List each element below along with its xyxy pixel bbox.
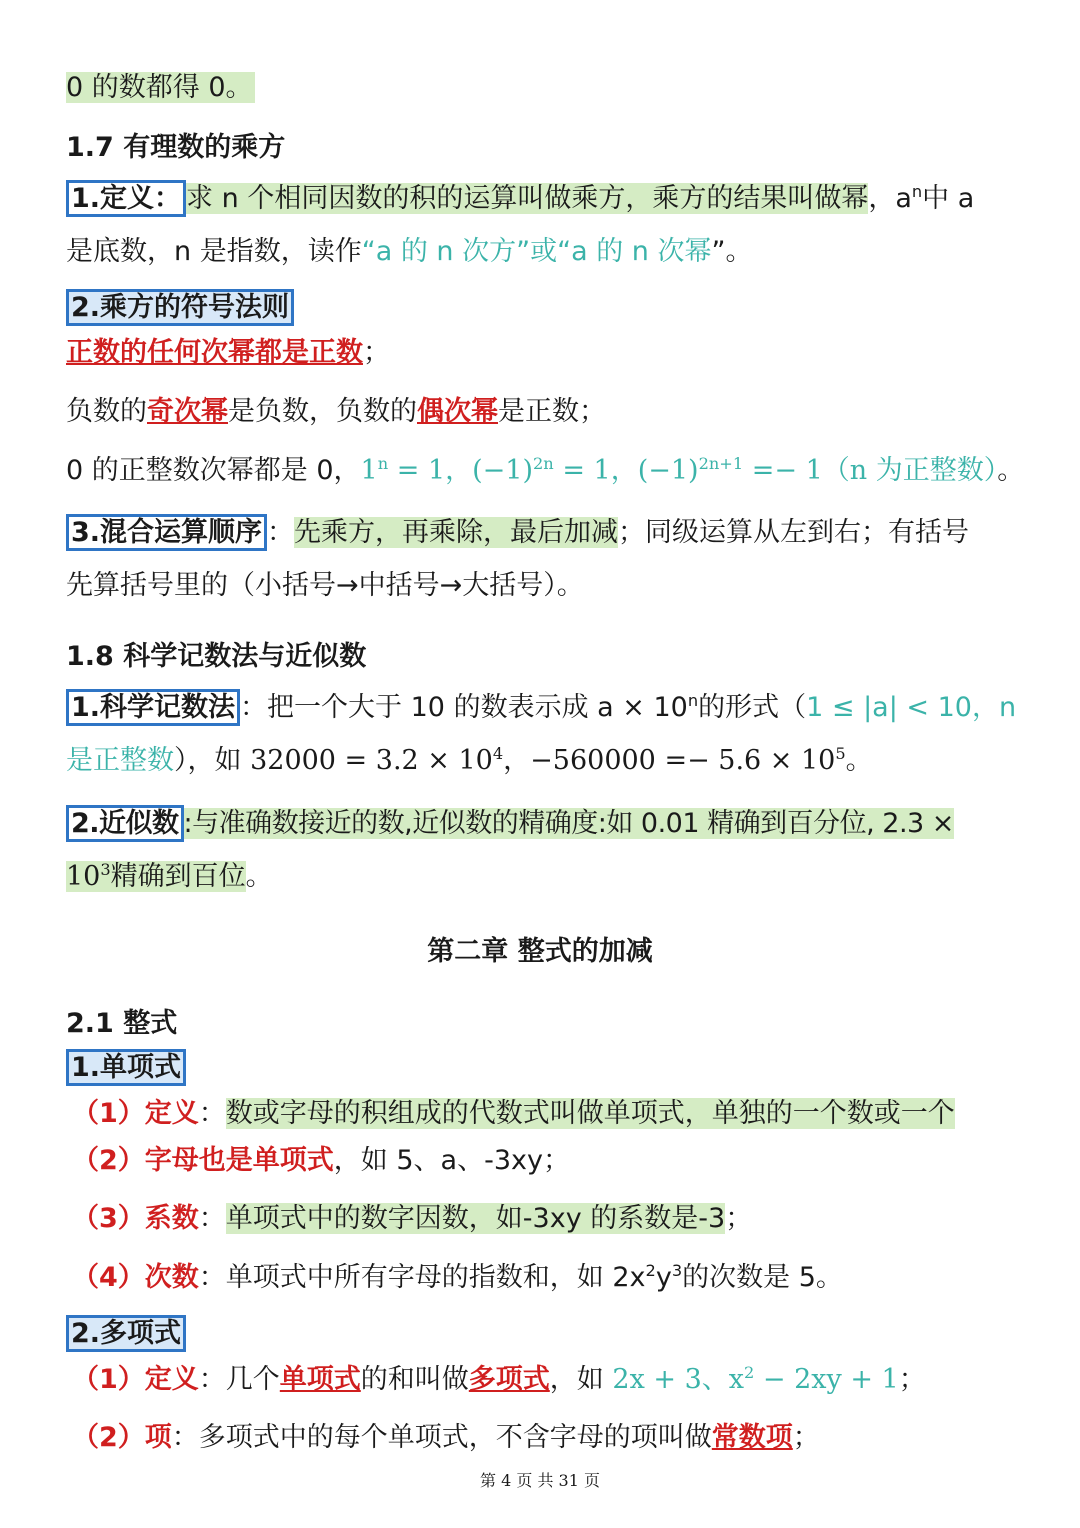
p1-monomial: 单项式	[279, 1364, 361, 1395]
rule3-m4: =− 1（n 为正整数）	[743, 455, 998, 486]
approx-sup: 3	[100, 860, 111, 879]
scientific-sup-1: 4	[492, 744, 504, 763]
exponent-n: n	[911, 182, 923, 201]
rule1-end: ；	[363, 337, 390, 368]
item-end: 的次数是 5。	[682, 1262, 843, 1293]
p1-end: ；	[898, 1364, 926, 1395]
item-key: 次数	[144, 1262, 199, 1293]
definition-line-2	[66, 232, 1018, 272]
rule3-m1: 1	[360, 455, 378, 486]
page-footer: 第 4 页 共 31 页	[480, 1471, 600, 1490]
sign-rule-3	[66, 451, 1025, 491]
rule1-text: 正数的任何次幂都是正数	[66, 337, 363, 368]
base-a: a	[895, 183, 912, 214]
item-colon: ：	[198, 1098, 226, 1129]
reading-text: “a 的 n 次方”或“a 的 n 次幂	[361, 236, 712, 267]
monomial-item-4	[72, 1258, 1018, 1298]
polynomial-item-2	[72, 1418, 1018, 1458]
sign-rule-heading-line	[66, 288, 1018, 328]
item-key: 系数	[144, 1203, 199, 1234]
item-highlight: 单项式中的数字因数，如-3xy 的系数是-3	[225, 1203, 726, 1234]
approx-end: 。	[245, 861, 273, 892]
item-text: ：单项式中所有字母的指数和，如 2x	[198, 1262, 646, 1293]
monomial-label: 1.单项式	[66, 1049, 186, 1086]
section-heading-1-8: 1.8 科学记数法与近似数	[66, 641, 367, 672]
polynomial-heading-line	[66, 1314, 1018, 1354]
approx-line-2	[66, 857, 1018, 897]
approx-highlight-2	[66, 861, 246, 892]
item-rest: ，如 5、a、-3xy；	[333, 1145, 570, 1176]
rule2-odd: 奇次幂	[147, 396, 228, 427]
polynomial-label: 2.多项式	[66, 1315, 186, 1352]
p2-a: ：多项式中的每个单项式，不含字母的项叫做	[171, 1422, 712, 1453]
rule2-a: 负数的	[66, 396, 147, 427]
scientific-label: 1.科学记数法	[66, 689, 240, 726]
p2-constant: 常数项	[711, 1422, 793, 1453]
mixed-order-line-1	[66, 513, 1018, 553]
item-sup-2: 3	[671, 1261, 683, 1280]
item-number: （2）	[72, 1145, 145, 1176]
rule2-e: 是正数；	[498, 396, 606, 427]
rule3-m3-sup: 2n+1	[698, 454, 744, 473]
p1-teal-2: − 2xy + 1	[754, 1364, 899, 1395]
scientific-line-2	[66, 741, 1018, 781]
scientific-sup: n	[687, 691, 699, 710]
approx-text: :与准确数接近的数,近似数的精确度:如 0.01 精确到百分位, 2.3 ×	[183, 808, 954, 839]
p1-teal-sup: 2	[744, 1363, 755, 1382]
scientific-end: 。	[845, 745, 873, 776]
definition-line2-text: 是底数，n 是指数，读作	[66, 236, 362, 267]
rule3-m3: = 1，(−1)	[553, 455, 699, 486]
mixed-order-label: 3.混合运算顺序	[66, 514, 267, 551]
item-number: （1）	[72, 1098, 145, 1129]
mixed-highlight: 先乘方，再乘除，最后加减	[294, 517, 619, 548]
scientific-example-2: ，−560000 =− 5.6 × 10	[503, 745, 836, 776]
item-highlight: 数或字母的积组成的代数式叫做单项式，单独的一个数或一个	[225, 1098, 955, 1129]
rule2-c: 是负数，负数的	[228, 396, 417, 427]
scientific-text2: 的形式（	[698, 692, 807, 723]
section-heading-2-1: 2.1 整式	[66, 1008, 178, 1039]
item-number: （4）	[72, 1262, 145, 1293]
mixed-order-line-2: 先算括号里的（小括号→中括号→大括号）。	[66, 570, 584, 601]
p1-e: ，如	[549, 1364, 613, 1395]
sign-rule-1	[66, 333, 1018, 373]
item-colon: ：	[198, 1203, 226, 1234]
item-key: 定义	[144, 1098, 199, 1129]
scientific-condition-2: 是正整数	[66, 745, 174, 776]
rule3-formula	[361, 455, 998, 486]
item-number: （3）	[72, 1203, 145, 1234]
highlight-text: 0 的数都得 0。	[66, 72, 253, 103]
text-line-1	[66, 68, 1018, 108]
p1-a: ：几个	[198, 1364, 280, 1395]
rule3-m1-sup: n	[377, 454, 389, 473]
approx-ten: 10	[66, 861, 101, 892]
item-key: 字母也是单项式	[144, 1145, 334, 1176]
approx-text-2: 精确到百位	[110, 861, 246, 892]
p2-end: ；	[792, 1422, 820, 1453]
approx-label: 2.近似数	[66, 805, 184, 842]
item-number: （2）	[72, 1422, 145, 1453]
rule3-a: 0 的正整数次幂都是 0，	[66, 455, 361, 486]
polynomial-item-1	[72, 1360, 1018, 1400]
item-key: 项	[144, 1422, 172, 1453]
monomial-item-2	[72, 1141, 1018, 1181]
rule2-even: 偶次幂	[417, 396, 498, 427]
definition-tail: 中 a	[922, 183, 975, 214]
item-y: y	[655, 1262, 672, 1293]
item-number: （1）	[72, 1364, 145, 1395]
item-sup-1: 2	[645, 1261, 656, 1280]
scientific-example-1: ），如 32000 = 3.2 × 10	[174, 745, 493, 776]
rule3-m2-sup: 2n	[533, 454, 554, 473]
definition-label: 1.定义：	[66, 180, 186, 217]
p1-example	[612, 1364, 898, 1395]
sign-rule-label: 2.乘方的符号法则	[66, 289, 294, 326]
monomial-item-1	[72, 1094, 1018, 1134]
scientific-sup-2: 5	[835, 744, 846, 763]
mixed-rest: ；同级运算从左到右；有括号	[618, 517, 970, 548]
item-end: ；	[725, 1203, 753, 1234]
definition-line2-end: ”。	[711, 236, 753, 267]
scientific-line-1	[66, 688, 1018, 728]
rule3-end: 。	[997, 455, 1025, 486]
definition-line-1: 1.定义： 求 n 个相同因数的积的运算叫做乘方，乘方的结果叫做幂，$a^n$中 a	[66, 179, 1018, 219]
mixed-colon: ：	[267, 517, 295, 548]
monomial-item-3	[72, 1199, 1018, 1239]
approx-line-1	[66, 804, 1018, 844]
scientific-condition: 1 ≤ |a| < 10，n	[806, 692, 1017, 723]
p1-teal-1: 2x + 3、x	[612, 1364, 744, 1395]
item-key: 定义	[144, 1364, 199, 1395]
p1-c: 的和叫做	[360, 1364, 469, 1395]
sign-rule-2	[66, 392, 1018, 432]
monomial-heading-line	[66, 1048, 1018, 1088]
rule3-m2: = 1，(−1)	[388, 455, 533, 486]
definition-text: 求 n 个相同因数的积的运算叫做乘方，乘方的结果叫做幂	[186, 183, 869, 214]
p1-polynomial: 多项式	[468, 1364, 550, 1395]
scientific-text: ：把一个大于 10 的数表示成 a × 10	[240, 692, 688, 723]
chapter-title: 第二章 整式的加减	[427, 936, 653, 967]
section-heading-1-7: 1.7 有理数的乘方	[66, 132, 286, 163]
